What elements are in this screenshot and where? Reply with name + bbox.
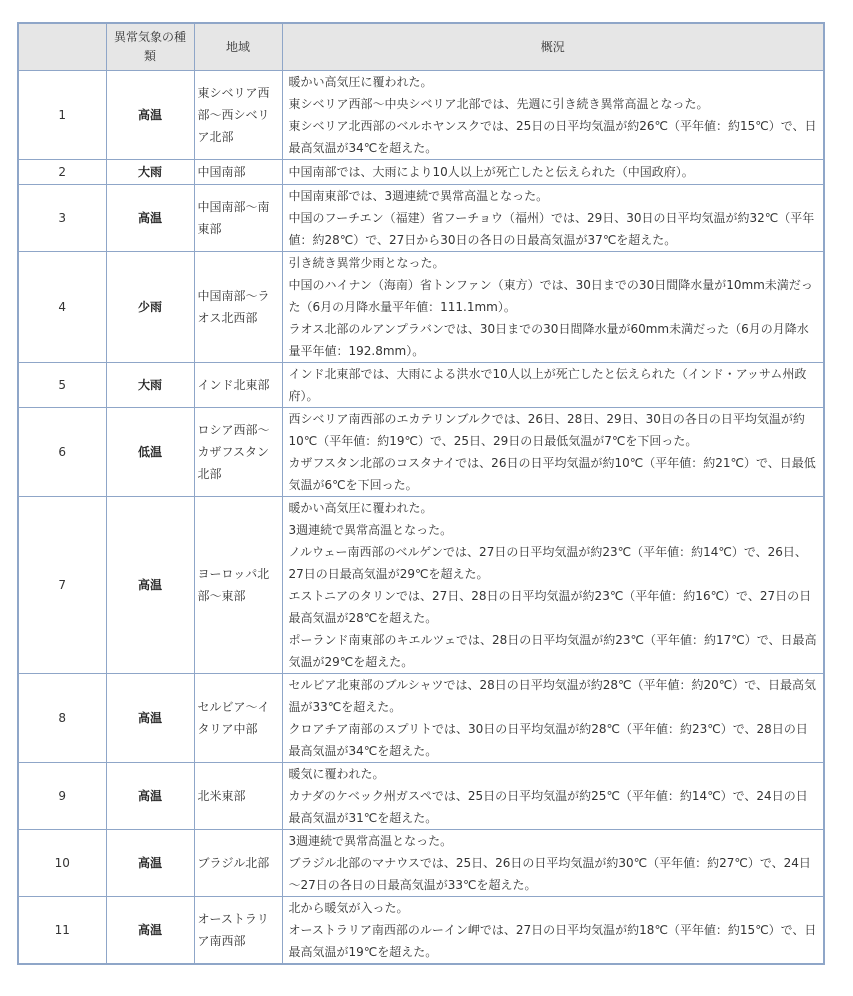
row-number: 10 [18, 830, 106, 897]
table-row [18, 674, 824, 763]
summary-line: セルビア北東部のブルシャツでは、28日の日平均気温が約28℃（平年値：約20℃）で、日最高気温が33℃を超えた。 [288, 678, 817, 714]
region: ロシア西部～カザフスタン北部 [194, 408, 282, 497]
header-number [18, 23, 106, 71]
event-type: 高温 [106, 185, 194, 252]
summary-line: カザフスタン北部のコスタナイでは、26日の日平均気温が約10℃（平年値：約21℃）で、日最低気温が6℃を下回った。 [288, 456, 816, 492]
summary-line: クロアチア南部のスプリトでは、30日の日平均気温が約28℃（平年値：約23℃）で、28日の日最高気温が34℃を超えた。 [288, 722, 808, 758]
region: インド北東部 [194, 363, 282, 408]
event-type: 高温 [106, 71, 194, 160]
table-row [18, 897, 824, 965]
row-number: 4 [18, 252, 106, 363]
summary-line: 中国のハイナン（海南）省トンファン（東方）では、30日までの30日間降水量が10mm未満だった（6月の月降水量平年値：111.1mm）。 [288, 278, 813, 314]
summary-line: ラオス北部のルアンプラバンでは、30日までの30日間降水量が60mm未満だった（6月の月降水量平年値：192.8mm）。 [288, 322, 809, 358]
summary-line: 暖かい高気圧に覆われた。 [288, 501, 433, 515]
row-number: 1 [18, 71, 106, 160]
row-number: 7 [18, 497, 106, 674]
header-summary: 概況 [282, 23, 824, 71]
summary-line: ポーランド南東部のキエルツェでは、28日の日平均気温が約23℃（平年値：約17℃）で、日最高気温が29℃を超えた。 [288, 633, 817, 669]
row-number: 8 [18, 674, 106, 763]
header-row [18, 23, 824, 71]
region: 北米東部 [194, 763, 282, 830]
summary-line: 引き続き異常少雨となった。 [288, 256, 445, 270]
table-row [18, 408, 824, 497]
summary-line: 3週連続で異常高温となった。 [288, 834, 453, 848]
table-row [18, 160, 824, 185]
table-row [18, 363, 824, 408]
row-number: 5 [18, 363, 106, 408]
summary-line: 暖かい高気圧に覆われた。 [288, 75, 433, 89]
summary-cell [282, 185, 824, 252]
row-number: 11 [18, 897, 106, 965]
summary-line: ノルウェー南西部のベルゲンでは、27日の日平均気温が約23℃（平年値：約14℃）で、26日、27日の日最高気温が29℃を超えた。 [288, 545, 807, 581]
row-number: 9 [18, 763, 106, 830]
region: セルビア～イタリア中部 [194, 674, 282, 763]
row-number: 2 [18, 160, 106, 185]
summary-line: 中国南東部では、3週連続で異常高温となった。 [288, 189, 549, 203]
event-type: 高温 [106, 897, 194, 965]
event-type: 高温 [106, 763, 194, 830]
summary-line: 中国のフーチエン（福建）省フーチョウ（福州）では、29日、30日の日平均気温が約32℃（平年値：約28℃）で、27日から30日の各日の日最高気温が37℃を超えた。 [288, 211, 815, 247]
summary-cell [282, 674, 824, 763]
summary-line: 暖気に覆われた。 [288, 767, 385, 781]
summary-cell [282, 71, 824, 160]
summary-line: エストニアのタリンでは、27日、28日の日平均気温が約23℃（平年値：約16℃）で、27日の日最高気温が28℃を超えた。 [288, 589, 812, 625]
summary-line: 中国南部では、大雨により10人以上が死亡したと伝えられた（中国政府）。 [288, 165, 694, 179]
summary-line: オーストラリア南西部のルーイン岬では、27日の日平均気温が約18℃（平年値：約15℃）で、日最高気温が19℃を超えた。 [288, 923, 817, 959]
weather-events-table [17, 22, 825, 965]
summary-line: 北から暖気が入った。 [288, 901, 409, 915]
header-event-type: 異常気象の種類 [106, 23, 194, 71]
summary-line: 東シベリア北西部のベルホヤンスクでは、25日の日平均気温が約26℃（平年値：約15℃）で、日最高気温が34℃を超えた。 [288, 119, 817, 155]
summary-cell [282, 497, 824, 674]
region: オーストラリア南西部 [194, 897, 282, 965]
summary-cell [282, 830, 824, 897]
table-row [18, 71, 824, 160]
table-row [18, 763, 824, 830]
event-type: 大雨 [106, 160, 194, 185]
summary-line: 西シベリア南西部のエカテリンブルクでは、26日、28日、29日、30日の各日の日平均気温が約10℃（平年値：約19℃）で、25日、29日の日最低気温が7℃を下回った。 [288, 412, 805, 448]
region: ヨーロッパ北部～東部 [194, 497, 282, 674]
summary-cell [282, 408, 824, 497]
summary-cell [282, 160, 824, 185]
table-row [18, 185, 824, 252]
event-type: 少雨 [106, 252, 194, 363]
summary-cell [282, 363, 824, 408]
summary-cell [282, 763, 824, 830]
event-type: 高温 [106, 497, 194, 674]
event-type: 高温 [106, 674, 194, 763]
row-number: 6 [18, 408, 106, 497]
row-number: 3 [18, 185, 106, 252]
event-type: 低温 [106, 408, 194, 497]
summary-line: 東シベリア西部～中央シベリア北部では、先週に引き続き異常高温となった。 [288, 97, 709, 111]
region: 中国南部～ラオス北西部 [194, 252, 282, 363]
event-type: 高温 [106, 830, 194, 897]
summary-line: インド北東部では、大雨による洪水で10人以上が死亡したと伝えられた（インド・アッサム州政府）。 [288, 367, 807, 403]
table-body [18, 71, 824, 965]
event-type: 大雨 [106, 363, 194, 408]
summary-cell [282, 252, 824, 363]
region: ブラジル北部 [194, 830, 282, 897]
summary-line: カナダのケベック州ガスペでは、25日の日平均気温が約25℃（平年値：約14℃）で、24日の日最高気温が31℃を超えた。 [288, 789, 808, 825]
table-row [18, 830, 824, 897]
summary-line: 3週連続で異常高温となった。 [288, 523, 453, 537]
region: 中国南部 [194, 160, 282, 185]
summary-line: ブラジル北部のマナウスでは、25日、26日の日平均気温が約30℃（平年値：約27℃）で、24日～27日の各日の日最高気温が33℃を超えた。 [288, 856, 811, 892]
summary-cell [282, 897, 824, 965]
region: 東シベリア西部～西シベリア北部 [194, 71, 282, 160]
table-row [18, 252, 824, 363]
table-row [18, 497, 824, 674]
header-region: 地域 [194, 23, 282, 71]
region: 中国南部～南東部 [194, 185, 282, 252]
